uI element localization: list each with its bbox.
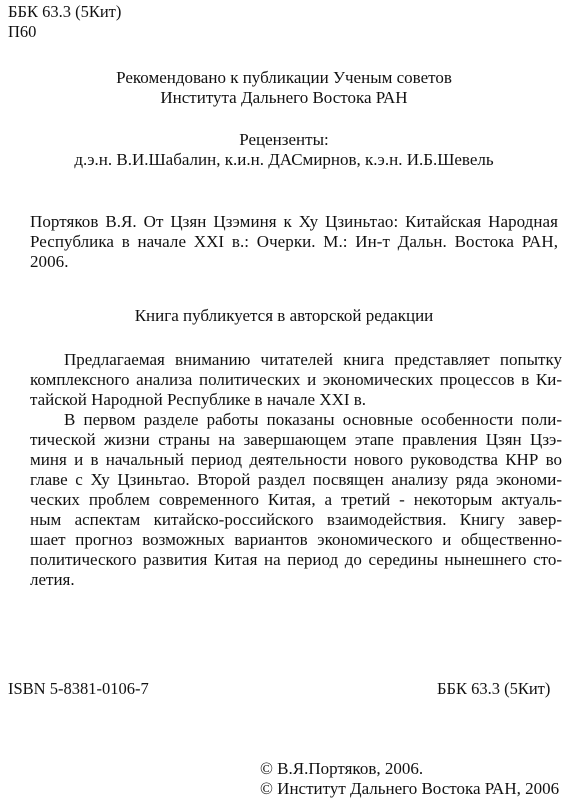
abstract-line: Предлагаемая вниманию читателей книга представляет попытку bbox=[64, 350, 562, 369]
author-mark-code: П60 bbox=[8, 22, 37, 41]
abstract-line: главе с Ху Цзиньтао. Второй раздел посвящен анализу ряда экономи- bbox=[30, 470, 562, 489]
recommendation-line-1: Рекомендовано к публикации Ученым советов bbox=[116, 68, 452, 87]
abstract-line: политического развития Китая на период до середины нынешнего сто- bbox=[30, 550, 562, 569]
abstract-line: летия. bbox=[30, 570, 75, 589]
abstract-line: В первом разделе работы показаны основные особенности поли- bbox=[64, 410, 562, 429]
copyright-institute: © Институт Дальнего Востока РАН, 2006 bbox=[260, 779, 560, 798]
abstract-line: тайской Народной Республике в начале XXI в. bbox=[30, 390, 367, 409]
bibliographic-line-1: Портяков В.Я. От Цзян Цзэминя к Ху Цзиньтао: Китайская Народная bbox=[30, 212, 558, 231]
edition-note: Книга публикуется в авторской редакции bbox=[134, 306, 434, 325]
recommendation-line-2: Института Дальнего Востока РАН bbox=[160, 88, 408, 107]
abstract-paragraph-2 bbox=[30, 410, 562, 590]
reviewers-heading: Рецензенты: bbox=[239, 130, 329, 149]
abstract-line: комплексного анализа политических и экономических процессов в Ки- bbox=[30, 370, 562, 389]
abstract-line: тической жизни страны на завершающем этапе правления Цзян Цзэ- bbox=[30, 430, 562, 449]
abstract-line: ческих проблем современного Китая, а третий - некоторым актуаль- bbox=[30, 490, 562, 509]
copyright-author: © В.Я.Портяков, 2006. bbox=[260, 759, 424, 778]
abstract bbox=[30, 350, 562, 590]
abstract-line: шает прогноз возможных вариантов экономического и общественно- bbox=[30, 530, 562, 549]
bbk-classification-bottom: ББК 63.3 (5Кит) bbox=[437, 679, 551, 698]
isbn: ISBN 5-8381-0106-7 bbox=[8, 679, 149, 698]
abstract-line: ным аспектам китайско-российского взаимодействия. Книгу завер- bbox=[30, 510, 562, 529]
abstract-line: миня и в начальный период деятельности нового руководства КНР во bbox=[30, 450, 562, 469]
reviewers-names: д.э.н. В.И.Шабалин, к.и.н. ДАСмирнов, к.э.н. И.Б.Шевель bbox=[74, 150, 494, 169]
bibliographic-description bbox=[30, 212, 558, 272]
bbk-classification-top: ББК 63.3 (5Кит) bbox=[8, 2, 122, 21]
abstract-paragraph-1 bbox=[30, 350, 562, 410]
bibliographic-line-2: Республика в начале XXI в.: Очерки. М.: Ин-т Дальн. Востока РАН, 2006. bbox=[30, 232, 558, 271]
